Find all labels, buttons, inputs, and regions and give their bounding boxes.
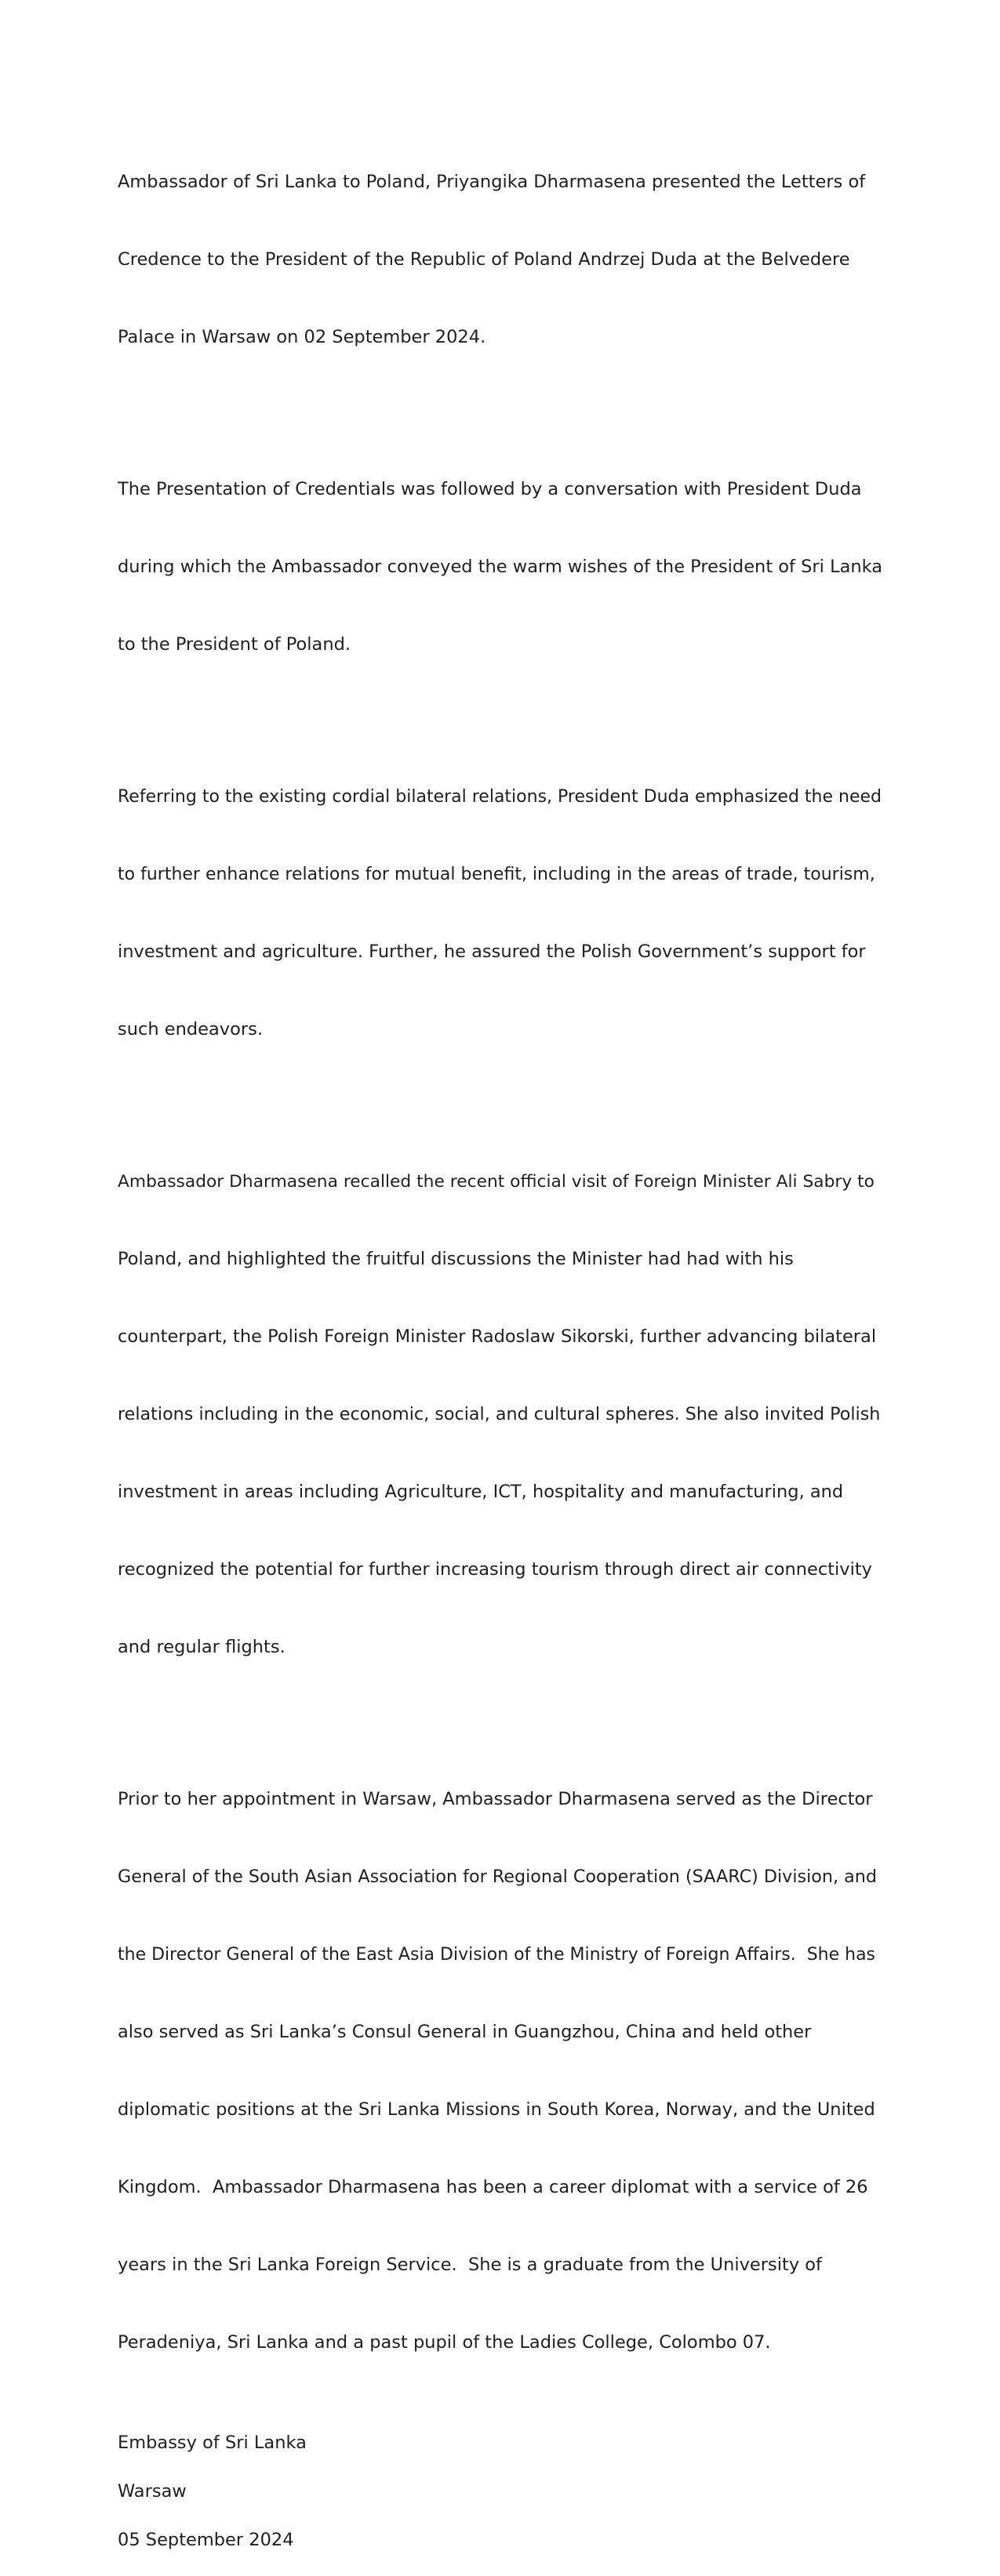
- text-line: to further enhance relations for mutual benefit, including in the areas of trade, tourism,: [118, 865, 875, 884]
- paragraph-official-visit: [118, 1117, 882, 1712]
- signature-organization: Embassy of Sri Lanka: [118, 2433, 307, 2453]
- text-line: and regular flights.: [118, 1637, 285, 1657]
- paragraph-career: [118, 1735, 882, 2407]
- text-line: also served as Sri Lanka’s Consul General in Guangzhou, China and held other: [118, 2022, 812, 2042]
- signature-city: Warsaw: [118, 2481, 187, 2502]
- document-page: [118, 118, 882, 2576]
- text-line: Credence to the President of the Republic of Poland Andrzej Duda at the Belvedere: [118, 249, 850, 270]
- text-line: Peradeniya, Sri Lanka and a past pupil of the Ladies College, Colombo 07.: [118, 2332, 771, 2353]
- text-line: the Director General of the East Asia Division of the Ministry of Foreign Affairs. She has: [118, 1945, 876, 1965]
- text-line: Prior to her appointment in Warsaw, Ambassador Dharmasena served as the Director: [118, 1789, 873, 1809]
- text-line: Ambassador Dharmasena recalled the recent official visit of Foreign Minister Ali Sabry to: [118, 1172, 875, 1192]
- text-line: The Presentation of Credentials was followed by a conversation with President Duda: [118, 479, 862, 499]
- text-line: counterpart, the Polish Foreign Minister Radoslaw Sikorski, further advancing bilateral: [118, 1326, 877, 1347]
- text-line: investment in areas including Agriculture, ICT, hospitality and manufacturing, and: [118, 1482, 844, 1502]
- text-line: during which the Ambassador conveyed the warm wishes of the President of Sri Lanka: [118, 557, 883, 577]
- text-line: such endeavors.: [118, 1019, 263, 1039]
- text-line: Poland, and highlighted the fruitful discussions the Minister had had with his: [118, 1249, 794, 1269]
- text-line: years in the Sri Lanka Foreign Service. She is a graduate from the University of: [118, 2255, 822, 2275]
- text-line: to the President of Poland.: [118, 634, 351, 655]
- paragraph-bilateral-relations: [118, 732, 882, 1094]
- text-line: investment and agriculture. Further, he assured the Polish Government’s support for: [118, 942, 866, 962]
- signature-date: 05 September 2024: [118, 2530, 294, 2550]
- text-line: Palace in Warsaw on 02 September 2024.: [118, 327, 486, 347]
- text-line: Kingdom. Ambassador Dharmasena has been a career diplomat with a service of 26: [118, 2177, 868, 2197]
- text-line: Referring to the existing cordial bilateral relations, President Duda emphasized the need: [118, 787, 882, 807]
- paragraph-conversation: [118, 425, 882, 709]
- text-line: relations including in the economic, social, and cultural spheres. She also invited Polish: [118, 1404, 881, 1424]
- text-line: Ambassador of Sri Lanka to Poland, Priyangika Dharmasena presented the Letters of: [118, 172, 866, 192]
- text-line: diplomatic positions at the Sri Lanka Missions in South Korea, Norway, and the United: [118, 2099, 875, 2120]
- paragraph-credence: [118, 118, 882, 402]
- text-line: General of the South Asian Association for Regional Cooperation (SAARC) Division, and: [118, 1867, 878, 1887]
- text-line: recognized the potential for further increasing tourism through direct air connectivity: [118, 1559, 872, 1580]
